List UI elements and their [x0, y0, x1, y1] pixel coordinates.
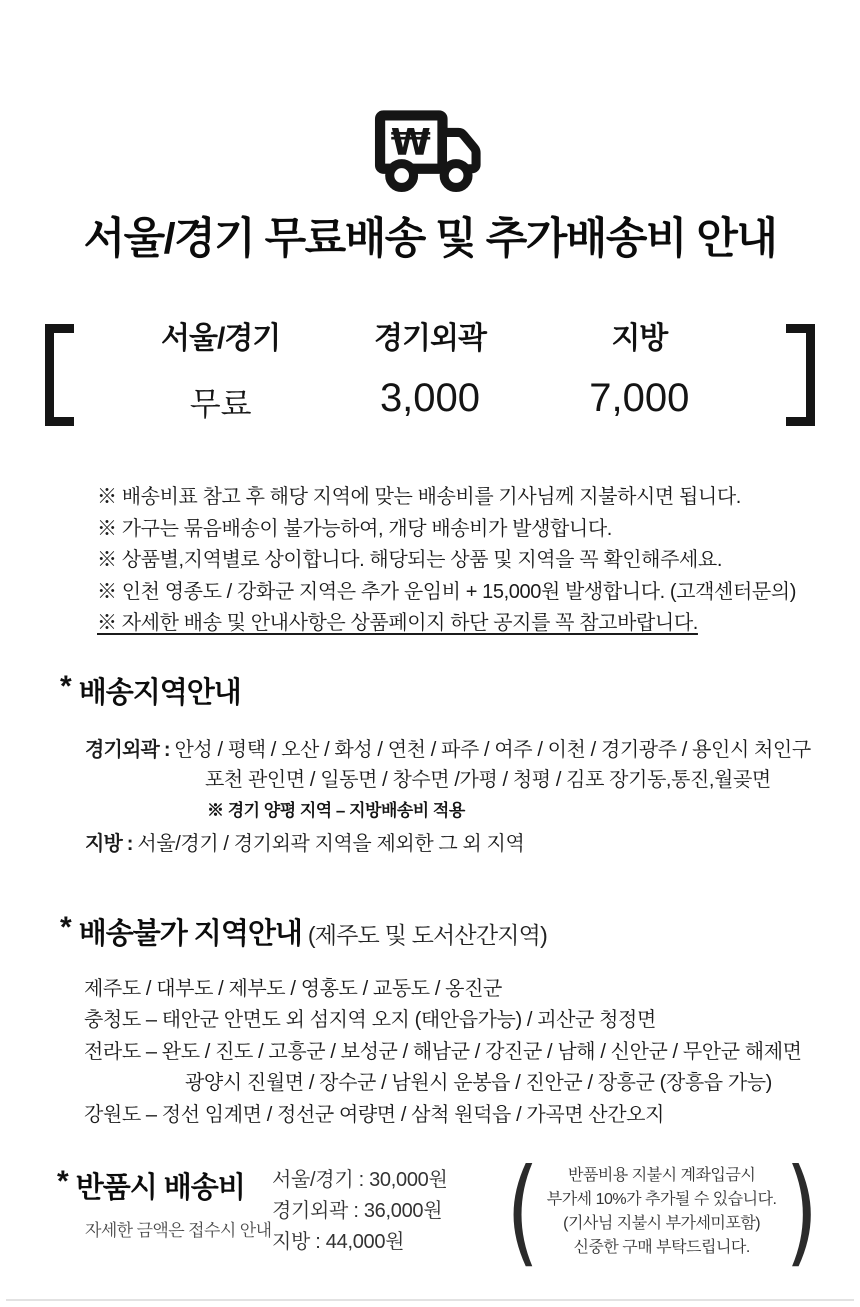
no-delivery-item: 전라도 – 완도 / 진도 / 고흥군 / 보성군 / 해남군 / 강진군 / 남해 / 신안군 / 무안군 해제면: [84, 1040, 802, 1063]
note-item: ※ 배송비표 참고 후 해당 지역에 맞는 배송비를 기사님께 지불하시면 됩니다.: [97, 486, 741, 508]
no-delivery-item: 충청도 – 태안군 안면도 외 섬지역 오지 (태안읍가능) / 괴산군 청정면: [84, 1009, 656, 1031]
delivery-region-section: [0, 670, 860, 859]
delivery-region-body: [85, 735, 860, 859]
return-fee-heading: [57, 1165, 272, 1241]
return-fee-item: 경기외곽 : 36,000원: [272, 1200, 443, 1222]
header-icon-wrap: [0, 0, 860, 200]
left-bracket: [45, 324, 74, 426]
fee-column-label: 서울/경기: [161, 322, 281, 355]
page-title: 서울/경기 무료배송 및 추가배송비 안내: [83, 215, 777, 263]
no-delivery-item-continuation: 광양시 진월면 / 장수군 / 남원시 운봉읍 / 진안군 / 장흥군 (장흥읍 가능): [185, 1072, 772, 1094]
section-title: 배송불가 지역안내: [78, 917, 302, 950]
return-fee-title-row: [57, 1165, 272, 1206]
open-paren: (: [505, 1144, 539, 1279]
section-title: 반품시 배송비: [75, 1172, 245, 1204]
return-fee-item: 지방 : 44,000원: [272, 1231, 405, 1253]
outskirts-regions-1: 안성 / 평택 / 오산 / 화성 / 연천 / 파주 / 여주 / 이천 / 경기광주 / 용인시 처인구: [174, 738, 811, 761]
note-item-underlined: ※ 자세한 배송 및 안내사항은 상품페이지 하단 공지를 꼭 참고바랍니다.: [97, 612, 698, 634]
province-label: 지방 :: [85, 832, 138, 855]
vat-warning: [500, 1144, 824, 1279]
delivery-region-heading: [60, 670, 860, 711]
note-item: ※ 상품별,지역별로 상이합니다. 해당되는 상품 및 지역을 꼭 확인해주세요.: [97, 549, 723, 571]
shipping-notes-list: [0, 482, 860, 640]
fee-columns: [116, 324, 744, 426]
right-bracket: [786, 324, 815, 426]
fee-column-label: 지방: [611, 322, 668, 355]
section-title: 배송지역안내: [78, 676, 241, 709]
bottom-divider: [6, 1299, 854, 1301]
asterisk-marker: *: [57, 1165, 68, 1198]
no-delivery-item: 제주도 / 대부도 / 제부도 / 영홍도 / 교동도 / 옹진군: [84, 977, 502, 1000]
vat-warning-line: 부가세 10%가 추가될 수 있습니다.: [546, 1191, 777, 1208]
fee-column-outskirts: [325, 324, 534, 426]
close-paren: ): [784, 1144, 818, 1279]
svg-text:₩: ₩: [390, 121, 431, 165]
province-line: [85, 829, 860, 859]
vat-warning-line: (기사님 지불시 부가세미포함): [563, 1215, 761, 1232]
fee-column-seoul: [116, 324, 325, 426]
note-item: ※ 가구는 묶음배송이 불가능하여, 개당 배송비가 발생합니다.: [97, 517, 612, 540]
vat-warning-line: 신중한 구매 부탁드립니다.: [573, 1239, 750, 1256]
return-fee-subtitle: 자세한 금액은 접수시 안내: [85, 1221, 272, 1240]
fee-column-value: 7,000: [589, 376, 690, 420]
outskirts-regions-2: 포천 관인면 / 일동면 / 창수면 /가평 / 청평 / 김포 장기동,통진,월곶면: [205, 768, 771, 791]
province-text: 서울/경기 / 경기외곽 지역을 제외한 그 외 지역: [137, 832, 525, 855]
no-delivery-item: 강원도 – 정선 임계면 / 정선군 여량면 / 삼척 원덕읍 / 가곡면 산간오지: [84, 1103, 664, 1126]
return-fee-section: [57, 1144, 860, 1279]
no-delivery-heading: [60, 911, 860, 952]
section-subtitle: (제주도 및 도서산간지역): [307, 921, 547, 948]
vat-warning-line: 반품비용 지불시 계좌입금시: [567, 1167, 756, 1184]
note-item: ※ 인천 영종도 / 강화군 지역은 추가 운임비 + 15,000원 발생합니다. (고객센터문의): [97, 580, 796, 603]
outskirts-line: [85, 735, 860, 765]
asterisk-marker: *: [60, 910, 71, 944]
no-delivery-list: [0, 974, 860, 1132]
return-fee-item: 서울/경기 : 30,000원: [272, 1169, 448, 1191]
yangpyeong-note: ※ 경기 양평 지역 – 지방배송비 적용: [207, 800, 465, 820]
fee-table: [0, 324, 860, 426]
asterisk-marker: *: [60, 669, 71, 703]
fee-column-value: 무료: [189, 386, 252, 422]
no-delivery-section: [0, 911, 860, 1132]
fee-column-province: [535, 324, 744, 426]
delivery-truck-won-icon: [371, 108, 489, 200]
outskirts-label: 경기외곽 :: [85, 738, 175, 761]
fee-column-value: 3,000: [379, 376, 481, 420]
vat-warning-text: [547, 1164, 777, 1260]
return-fee-list: [272, 1165, 448, 1258]
fee-column-label: 경기외곽: [374, 322, 486, 355]
